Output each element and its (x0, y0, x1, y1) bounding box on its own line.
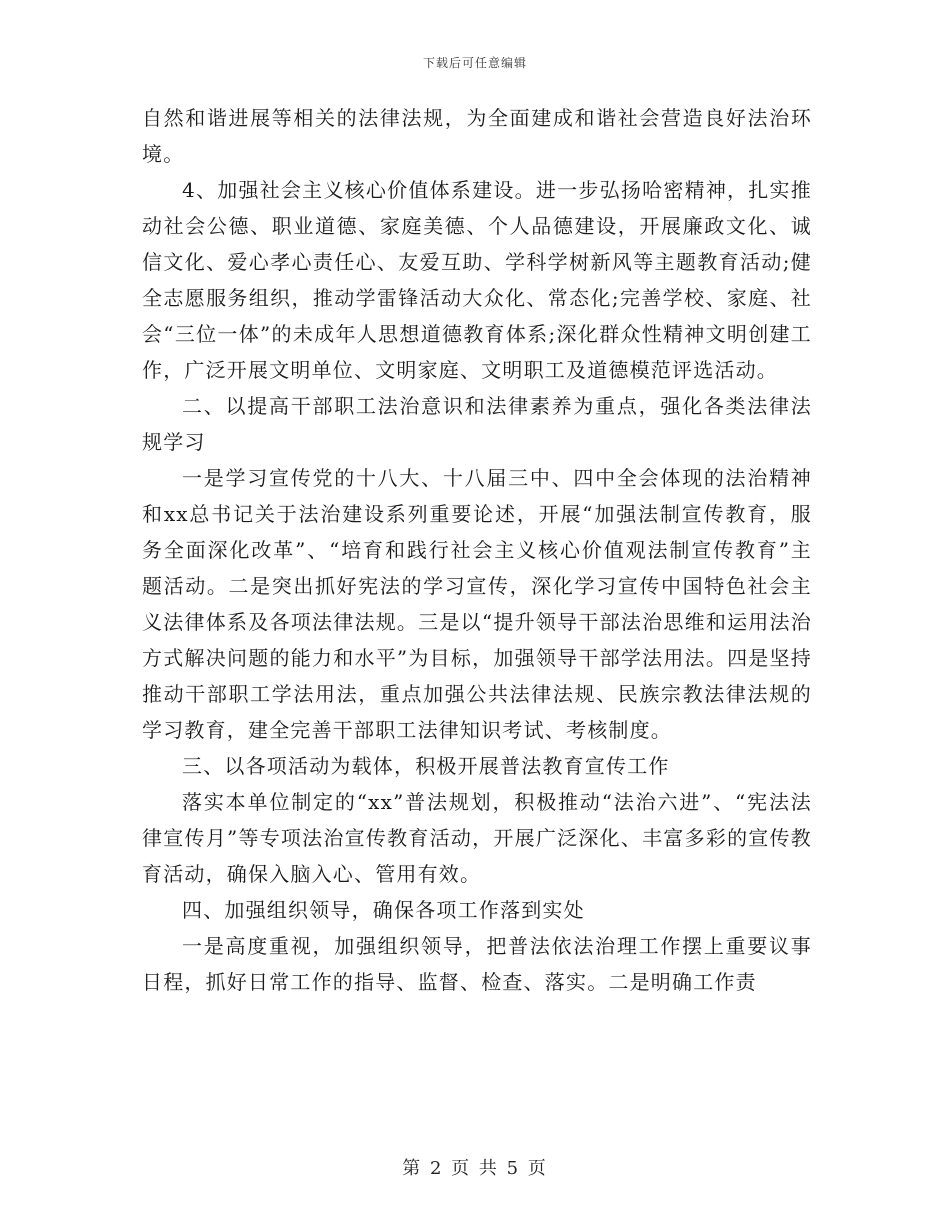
page-number: 第 2 页 共 5 页 (402, 1158, 548, 1179)
section-heading-4: 四、加强组织领导，确保各项工作落到实处 (182, 898, 585, 922)
paragraph-core-values: 4、加强社会主义核心价值体系建设。进一步弘扬哈密精神，扎实推动社会公德、职业道德、家庭美德、个人品德建设，开展廉政文化、诚信文化、爱心孝心责任心、友爱互助、学科学树新风等主题教育活动;健全志愿服务组织，推动学雷锋活动大众化、常态化;完善学校、家庭、社会“三位一体”的未成年人思想道德教育体系;深化群众性精神文明创建工作，广泛开展文明单位、文明家庭、文明职工及道德模范评选活动。 (142, 178, 812, 382)
section-heading-3: 三、以各项活动为载体，积极开展普法教育宣传工作 (182, 754, 670, 778)
document-body (142, 100, 812, 1000)
paragraph-continuation: 自然和谐进展等相关的法律法规，为全面建成和谐社会营造良好法治环境。 (142, 106, 812, 166)
header-note: 下载后可任意编辑 (422, 56, 527, 70)
section-heading-2: 二、以提高干部职工法治意识和法律素养为重点，强化各类法律法规学习 (142, 394, 812, 454)
paragraph-legal-study: 一是学习宣传党的十八大、十八届三中、四中全会体现的法治精神和xx总书记关于法治建设系列重要论述，开展“加强法制宣传教育，服务全面深化改革”、“培育和践行社会主义核心价值观法制宣传教育”主题活动。二是突出抓好宪法的学习宣传，深化学习宣传中国特色社会主义法律体系及各项法律法规。三是以“提升领导干部法治思维和运用法治方式解决问题的能力和水平”为目标，加强领导干部学法用法。四是坚持推动干部职工学法用法，重点加强公共法律法规、民族宗教法律法规的学习教育，建全完善干部职工法律知识考试、考核制度。 (142, 466, 812, 742)
paragraph-leadership: 一是高度重视，加强组织领导，把普法依法治理工作摆上重要议事日程，抓好日常工作的指导、监督、检查、落实。二是明确工作责 (142, 934, 812, 994)
paragraph-activities: 落实本单位制定的“xx”普法规划，积极推动“法治六进”、“宪法法律宣传月”等专项法治宣传教育活动，开展广泛深化、丰富多彩的宣传教育活动，确保入脑入心、管用有效。 (142, 790, 812, 886)
